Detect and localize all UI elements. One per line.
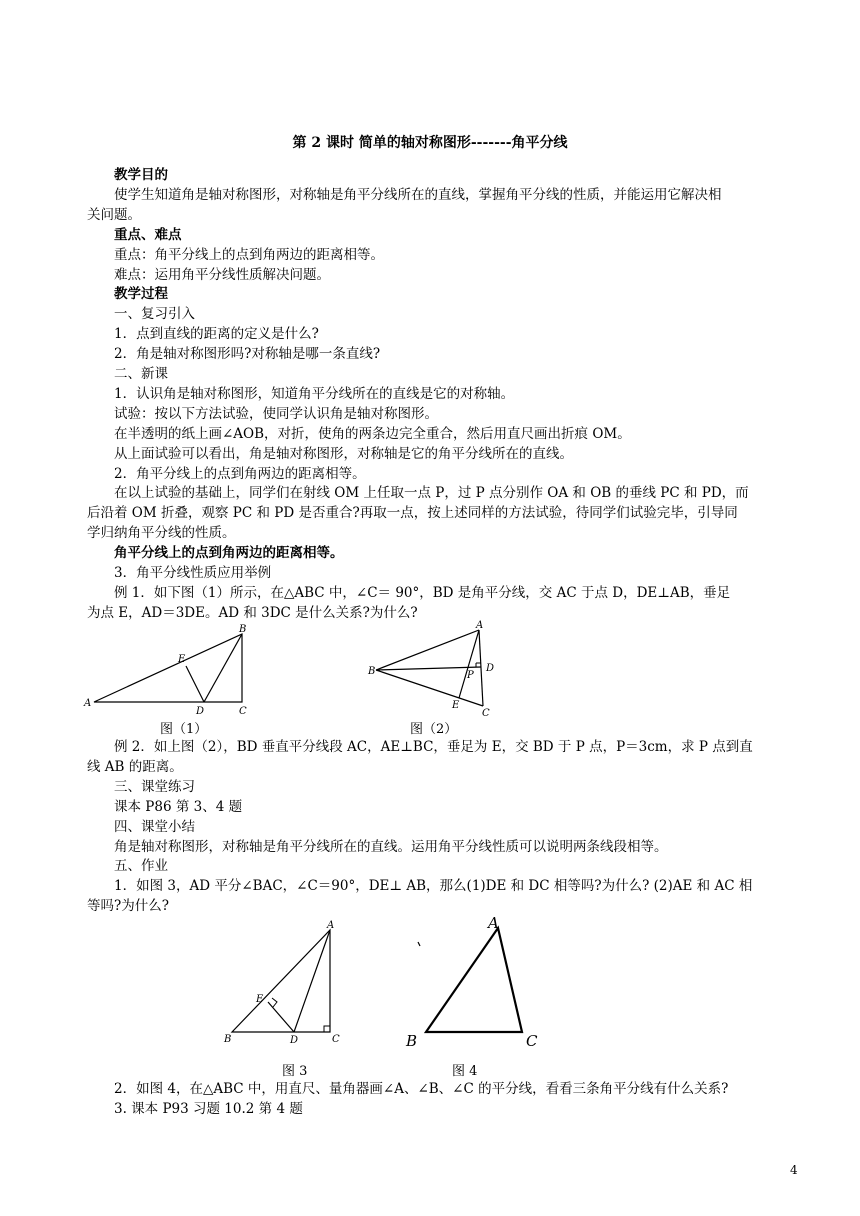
text-line: 五、作业	[114, 858, 168, 875]
fig3-label-a: A	[327, 920, 335, 931]
fig4-label-b: B	[406, 1032, 418, 1050]
text-line: 三、课堂练习	[114, 778, 195, 795]
text-line: 2．角是轴对称图形吗?对称轴是哪一条直线?	[114, 346, 381, 363]
fig1-label-d: D	[196, 706, 205, 717]
page-number: 4	[790, 1163, 798, 1177]
fig4-caption: 图 4	[452, 1064, 478, 1079]
text-line: 线 AB 的距离。	[87, 758, 183, 775]
text-line: 2．如图 4，在△ABC 中，用直尺、量角器画∠A、∠B、∠C 的平分线，看看三条角平分线有什么关系?	[114, 1081, 729, 1097]
text-line: 教学目的	[114, 167, 168, 183]
text-line: 角是轴对称图形，对称轴是角平分线所在的直线。运用角平分线性质可以说明两条线段相等。	[114, 838, 668, 855]
fig1-caption: 图（1）	[160, 722, 208, 737]
fig3-label-c: C	[332, 1034, 340, 1045]
text-line: 在半透明的纸上画∠AOB，对折，使角的两条边完全重合，然后用直尺画出折痕 OM。	[114, 425, 631, 442]
lesson-title: 第 2 课时 简单的轴对称图形-------角平分线	[292, 135, 568, 151]
text-line: 等吗?为什么?	[87, 898, 169, 915]
text-line: 学归纳角平分线的性质。	[87, 525, 236, 542]
text-line: 后沿着 OM 折叠，观察 PC 和 PD 是否重合?再取一点，按上述同样的方法试验，待同学们试验完毕，引导同	[87, 505, 738, 522]
fig2-caption: 图（2）	[410, 722, 458, 737]
fig1-label-b: B	[239, 624, 247, 635]
fig3-label-d: D	[290, 1035, 299, 1046]
text-line: 难点：运用角平分线性质解决问题。	[114, 266, 330, 283]
fig4-label-a: A	[488, 914, 499, 932]
text-line: 二、新课	[114, 366, 168, 382]
fig1-bisector-bd	[204, 634, 242, 702]
fig3-label-e: E	[256, 994, 264, 1005]
text-line: 例 2．如上图（2），BD 垂直平分线段 AC，AE⊥BC，垂足为 E，交 BD 于 P 点，P＝3cm，求 P 点到直	[114, 739, 753, 755]
figure-1	[84, 626, 264, 716]
text-line: 试验：按以下方法试验，使同学认识角是轴对称图形。	[114, 405, 438, 422]
text-line: 教学过程	[114, 286, 168, 303]
figure-3	[222, 918, 352, 1048]
text-line: 重点、难点	[114, 226, 182, 243]
fig3-label-b: B	[224, 1034, 232, 1045]
text-line: 2．角平分线上的点到角两边的距离相等。	[114, 465, 366, 482]
text-line: 例 1．如下图（1）所示，在△ABC 中，∠C＝ 90°，BD 是角平分线，交 AC 于点 D，DE⊥AB，垂足	[114, 584, 731, 601]
figure-4	[402, 912, 552, 1052]
fig1-label-e: E	[178, 654, 186, 665]
fig2-label-p: P	[467, 670, 474, 681]
text-line: 课本 P86 第 3、4 题	[114, 798, 243, 815]
text-line: 一、复习引入	[114, 306, 195, 323]
text-line: 四、课堂小结	[114, 818, 195, 835]
text-line: 角平分线上的点到角两边的距离相等。	[114, 545, 344, 562]
text-line: 1．点到直线的距离的定义是什么?	[114, 326, 319, 343]
fig2-label-c: C	[482, 708, 490, 719]
text-line: 1．如图 3，AD 平分∠BAC，∠C＝90°，DE⊥ AB，那么(1)DE 和 DC 相等吗?为什么? (2)AE 和 AC 相	[114, 878, 753, 895]
fig1-triangle	[94, 634, 242, 702]
text-line: 重点：角平分线上的点到角两边的距离相等。	[114, 246, 384, 263]
figure-2	[366, 620, 506, 720]
fig2-label-a: A	[476, 620, 484, 631]
text-line: 3．角平分线性质应用举例	[114, 565, 272, 581]
text-line: 从上面试验可以看出，角是轴对称图形，对称轴是它的角平分线所在的直线。	[114, 445, 573, 462]
fig1-label-a: A	[84, 698, 92, 709]
text-line: 使学生知道角是轴对称图形，对称轴是角平分线所在的直线，掌握角平分线的性质，并能运用它解决相	[114, 186, 722, 203]
text-line: 为点 E，AD＝3DE。AD 和 3DC 是什么关系?为什么?	[87, 604, 418, 621]
fig2-label-d: D	[486, 663, 495, 674]
fig1-label-c: C	[239, 706, 247, 717]
fig2-label-b: B	[368, 666, 376, 677]
text-line: 关问题。	[87, 206, 141, 223]
text-line: 1．认识角是轴对称图形，知道角平分线所在的直线是它的对称轴。	[114, 385, 515, 402]
text-line: 3. 课本 P93 习题 10.2 第 4 题	[114, 1101, 303, 1117]
fig3-caption: 图 3	[282, 1064, 308, 1079]
text-line: 在以上试验的基础上，同学们在射线 OM 上任取一点 P，过 P 点分别作 OA 和 OB 的垂线 PC 和 PD，而	[114, 485, 749, 502]
fig1-perp-de	[186, 666, 204, 702]
fig2-label-e: E	[452, 700, 460, 711]
fig4-label-c: C	[526, 1032, 538, 1050]
